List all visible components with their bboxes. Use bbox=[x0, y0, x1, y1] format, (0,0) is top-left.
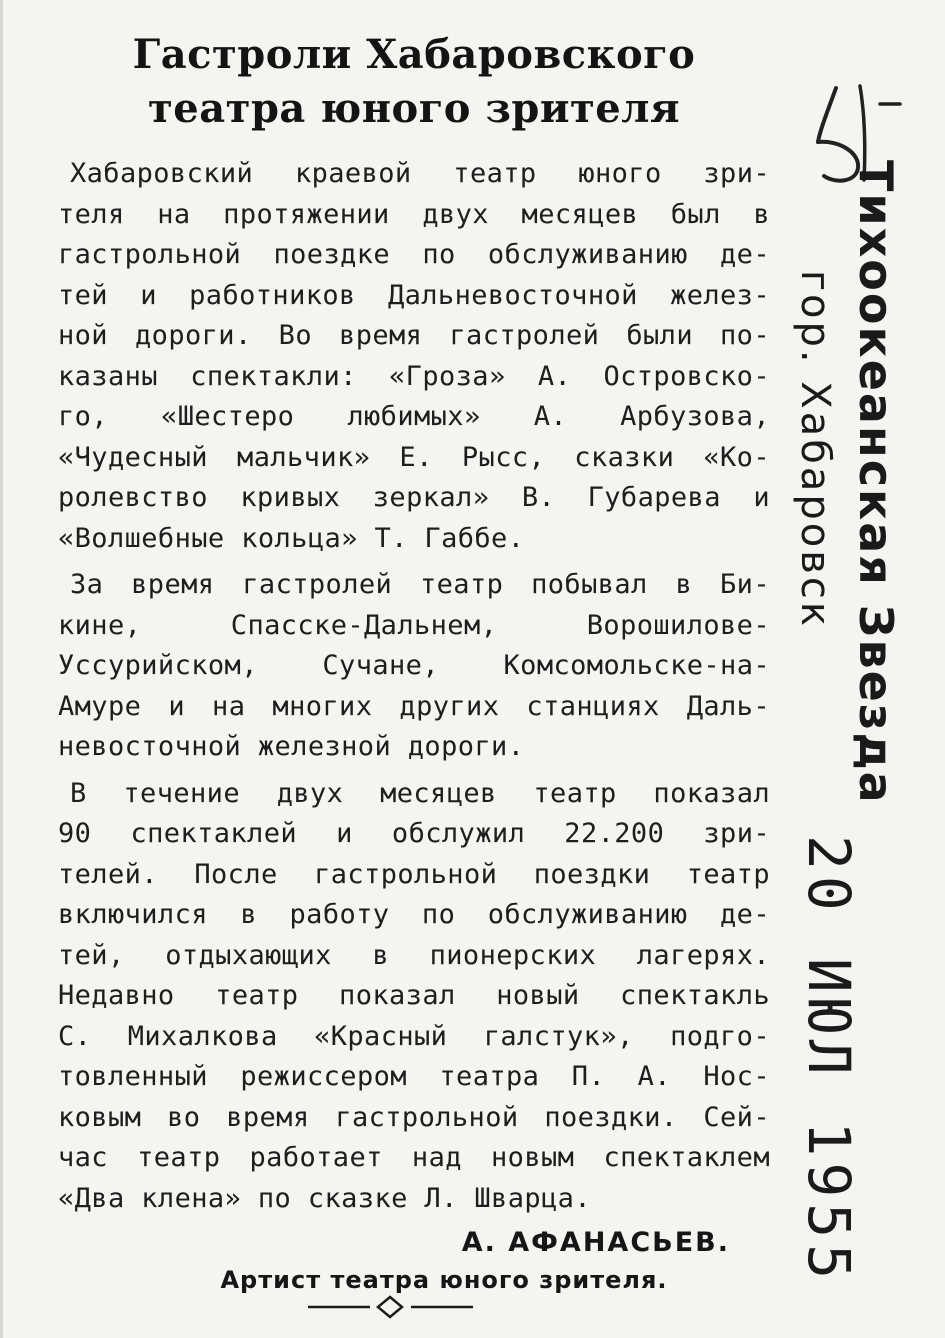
headline-line-2: театра юного зрителя bbox=[148, 85, 680, 132]
text-line: невосточной железной дороги. bbox=[58, 731, 525, 762]
text-line: С. Михалкова «Красный галстук», подго- bbox=[58, 1020, 770, 1052]
text-line: ковым во время гастрольной поездки. Сей- bbox=[58, 1101, 770, 1133]
city-stamp: гор. Хабаровск bbox=[792, 270, 838, 629]
text-line: 90 спектаклей и обслужил 22.200 зри- bbox=[58, 818, 770, 849]
text-line: казаны спектакли: «Гроза» А. Островско- bbox=[58, 360, 770, 392]
author-role: Артист театра юного зрителя. bbox=[220, 1266, 668, 1294]
text-line: «Волшебные кольца» Т. Габбе. bbox=[58, 522, 525, 554]
article bbox=[58, 28, 770, 1294]
author-name: А. АФАНАСЬЕВ. bbox=[461, 1227, 730, 1258]
text-line: теля на протяжении двух месяцев был в bbox=[58, 198, 770, 230]
text-line: «Чудесный мальчик» Е. Рысс, сказки «Ко- bbox=[58, 441, 770, 473]
newspaper-name-stamp: Тихоокеанская Звезда bbox=[849, 160, 903, 805]
text-line: товленный режиссером театра П. А. Нос- bbox=[58, 1061, 770, 1092]
text-line: Хабаровский краевой театр юного зри- bbox=[70, 158, 770, 189]
text-line: кине, Спасске-Дальнем, Ворошилове- bbox=[58, 609, 770, 641]
text-line: Амуре и на многих других станциях Даль- bbox=[58, 690, 770, 722]
headline-line-1: Гастроли Хабаровского bbox=[132, 31, 696, 78]
ornament-divider-icon bbox=[308, 1295, 473, 1319]
text-line: тей и работников Дальневосточной желез- bbox=[58, 279, 770, 311]
text-line: Уссурийском, Сучане, Комсомольске-на- bbox=[58, 650, 770, 681]
text-line: ролевство кривых зеркал» В. Губарева и bbox=[58, 482, 770, 513]
paragraph-1 bbox=[58, 154, 770, 559]
paragraph-2 bbox=[58, 565, 770, 768]
text-line: го, «Шестеро любимых» А. Арбузова, bbox=[58, 401, 770, 432]
date-stamp: 20 ИЮЛ 1955 bbox=[795, 835, 863, 1286]
text-line: телей. После гастрольной поездки театр bbox=[58, 858, 770, 890]
text-line: тей, отдыхающих в пионерских лагерях. bbox=[58, 939, 770, 971]
headline bbox=[58, 28, 770, 136]
text-line: За время гастролей театр побывал в Би- bbox=[70, 569, 770, 600]
paragraph-3 bbox=[58, 774, 770, 1220]
text-line: час театр работает над новым спектаклем bbox=[58, 1142, 770, 1173]
text-line: Недавно театр показал новый спектакль bbox=[58, 980, 770, 1011]
text-line: «Два клена» по сказке Л. Шварца. bbox=[58, 1182, 591, 1214]
text-line: включился в работу по обслуживанию де- bbox=[58, 899, 770, 930]
text-line: В течение двух месяцев театр показал bbox=[70, 777, 770, 809]
text-line: ной дороги. Во время гастролей были по- bbox=[58, 320, 770, 351]
text-line: гастрольной поездке по обслуживанию де- bbox=[58, 239, 770, 270]
